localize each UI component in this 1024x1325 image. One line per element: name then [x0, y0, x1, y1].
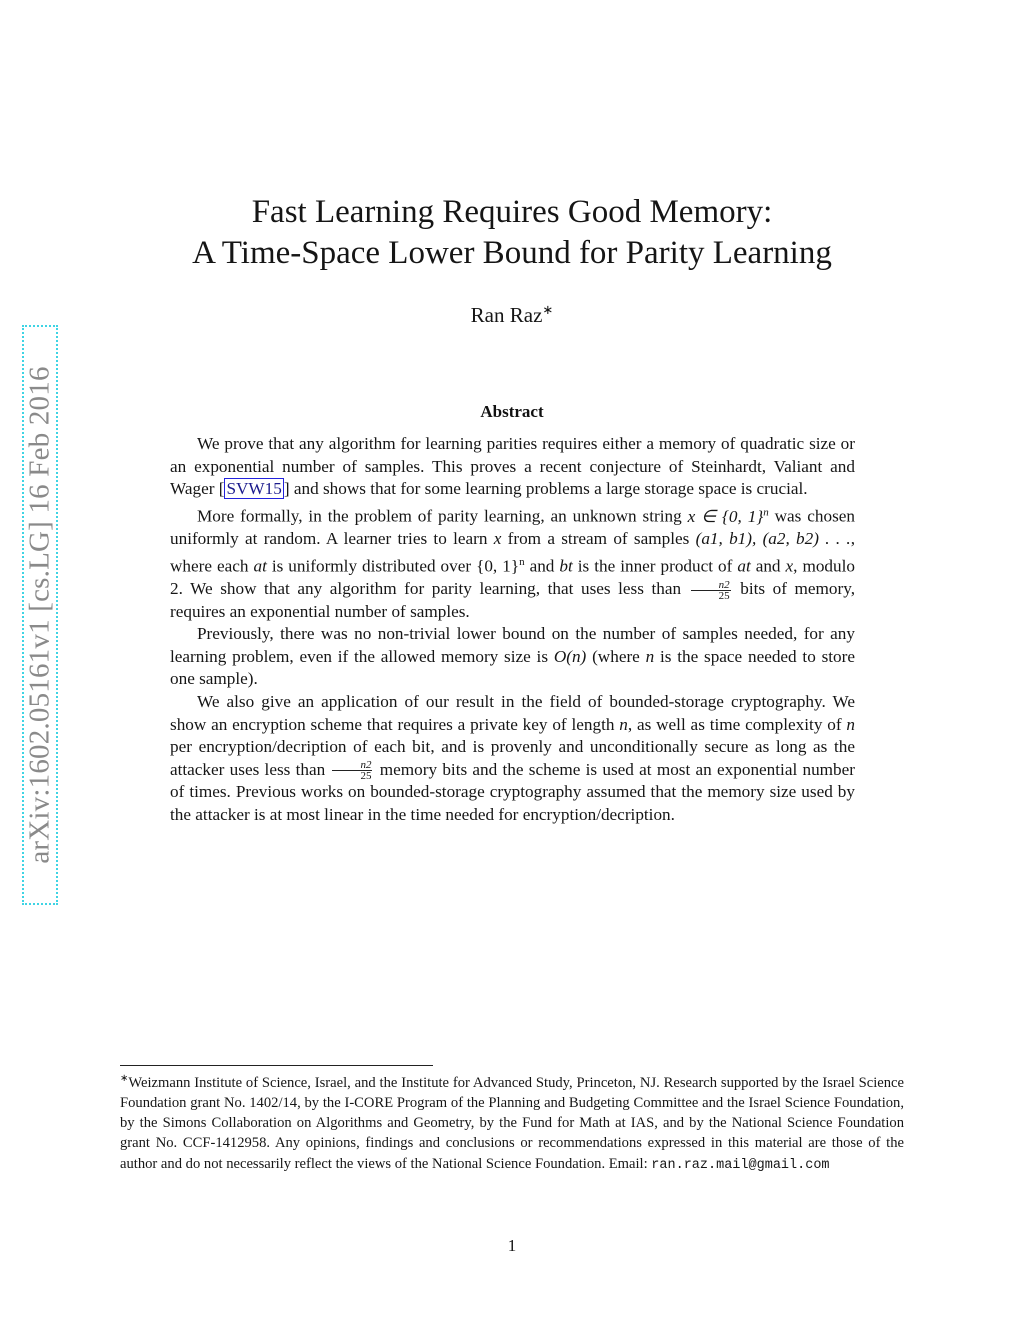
math-n: n [619, 714, 628, 734]
author-footnote-mark[interactable]: ∗ [542, 302, 554, 317]
abstract-p2-text-e: is uniformly distributed over [266, 556, 477, 576]
abstract-p2-text-f: and [524, 556, 560, 576]
abstract-paragraph-3 [170, 623, 855, 691]
abstract-p4-text-b: , as well as time complexity of [627, 714, 847, 734]
abstract-heading: Abstract [480, 402, 544, 421]
abstract-paragraph-2 [170, 501, 855, 623]
fraction-denominator: 25 [718, 589, 730, 602]
paper-title [120, 192, 904, 274]
math-big-o-n: O(n) [553, 646, 587, 666]
abstract-p2-text-h: and [750, 556, 786, 576]
arxiv-identifier-text: arXiv:1602.05161v1 [cs.LG] 16 Feb 2016 [23, 366, 56, 864]
title-line-1: Fast Learning Requires Good Memory: [251, 194, 773, 230]
abstract-paragraph-1 [170, 433, 855, 501]
math-samples: (a1, b1), (a2, b2) . . . [695, 529, 851, 549]
abstract-p2-text-c: from a stream of samples [501, 529, 696, 549]
math-a-t: at [253, 556, 267, 576]
abstract-p2-text-b: was chosen uniformly at random. A learner tries to learn [170, 506, 855, 549]
math-exp-n: n [763, 505, 769, 518]
fraction-numerator: n2 [691, 580, 731, 591]
abstract-p4-text-c: per encryption/decription of each bit, and is provenly and unconditionally secure as long as the attacker uses less than [170, 737, 855, 779]
abstract-p4-text-a: We also give an application of our result in the field of bounded-storage cryptography. We show an encryption scheme that requires a private key of length [170, 692, 855, 734]
math-x-in-set [688, 507, 769, 526]
abstract-p1-text-b: ] and shows that for some learning problems a large storage space is crucial. [283, 479, 808, 499]
author-line [0, 302, 1024, 328]
fraction-denominator: 25 [360, 770, 372, 783]
author-name: Ran Raz [470, 303, 543, 327]
abstract-paragraph-4 [170, 691, 855, 827]
math-x: x [785, 556, 794, 576]
page-number: 1 [507, 1236, 517, 1255]
abstract-p2-text-i: , modulo 2. We show that any algorithm for parity learning, that uses less than [170, 556, 855, 599]
title-line-2: A Time-Space Lower Bound for Parity Learning [192, 235, 832, 271]
abstract-p2-text-g: is the inner product of [572, 556, 738, 576]
abstract-p2-text-a: More formally, in the problem of parity learning, an unknown string [197, 506, 688, 526]
abstract-p1-text-a: We prove that any algorithm for learning parities requires either a memory of quadratic size or an exponential number of samples. This proves a recent conjecture of Steinhardt, Valiant and Wager [ [170, 434, 855, 499]
footnote-divider [120, 1065, 433, 1066]
abstract-p2-text-d: , where each [170, 529, 855, 576]
footnote-text: Weizmann Institute of Science, Israel, and the Institute for Advanced Study, Princeton, NJ. Research supported by the Israel Science Foundation grant No. 1402/14, by the I-CORE Program of the Planning and Budgeting Committee and the Israel Science Foundation, by the Simons Collaboration on Algorithms and Geometry, by the Fund for Math at IAS, and by the National Science Foundation grant No. CCF-1412958. Any opinions, findings and conclusions or recommendations expressed in this material are those of the author and do not necessarily reflect the views of the National Science Foundation. Email: [120, 1074, 904, 1172]
math-x: x [493, 529, 502, 549]
math-exp-n: n [519, 555, 525, 568]
author-email-link[interactable]: ran.raz.mail@gmail.com [651, 1157, 830, 1173]
abstract-p3-text-b: (where [586, 646, 646, 666]
math-a-t: at [737, 556, 751, 576]
math-x-in-set-text: x ∈ {0, 1} [687, 506, 764, 526]
abstract-body [170, 433, 855, 827]
math-n: n [846, 714, 855, 734]
footnote-mark: ∗ [120, 1073, 129, 1084]
citation-svw15-link[interactable]: SVW15 [226, 479, 282, 499]
math-n: n [645, 646, 655, 666]
abstract-p4-text-d: memory bits and the scheme is used at most an exponential number of times. Previous works on bounded-storage cryptography assumed that the memory size used by the attacker is at most linear in the time needed for encryption/decription. [170, 759, 856, 824]
footnote [120, 1069, 904, 1176]
math-b-t: bt [559, 556, 573, 576]
abstract-p3-text-a: Previously, there was no non-trivial lower bound on the number of samples needed, for any learning problem, even if the allowed memory size is [170, 624, 855, 666]
math-fraction [691, 580, 731, 601]
abstract-p3-text-c: is the space needed to store one sample). [170, 646, 856, 689]
math-set: {0, 1} [476, 556, 520, 576]
abstract-p2-text-j: bits of memory, requires an exponential number of samples. [170, 579, 855, 621]
math-fraction [332, 760, 372, 781]
fraction-numerator: n2 [332, 760, 372, 771]
